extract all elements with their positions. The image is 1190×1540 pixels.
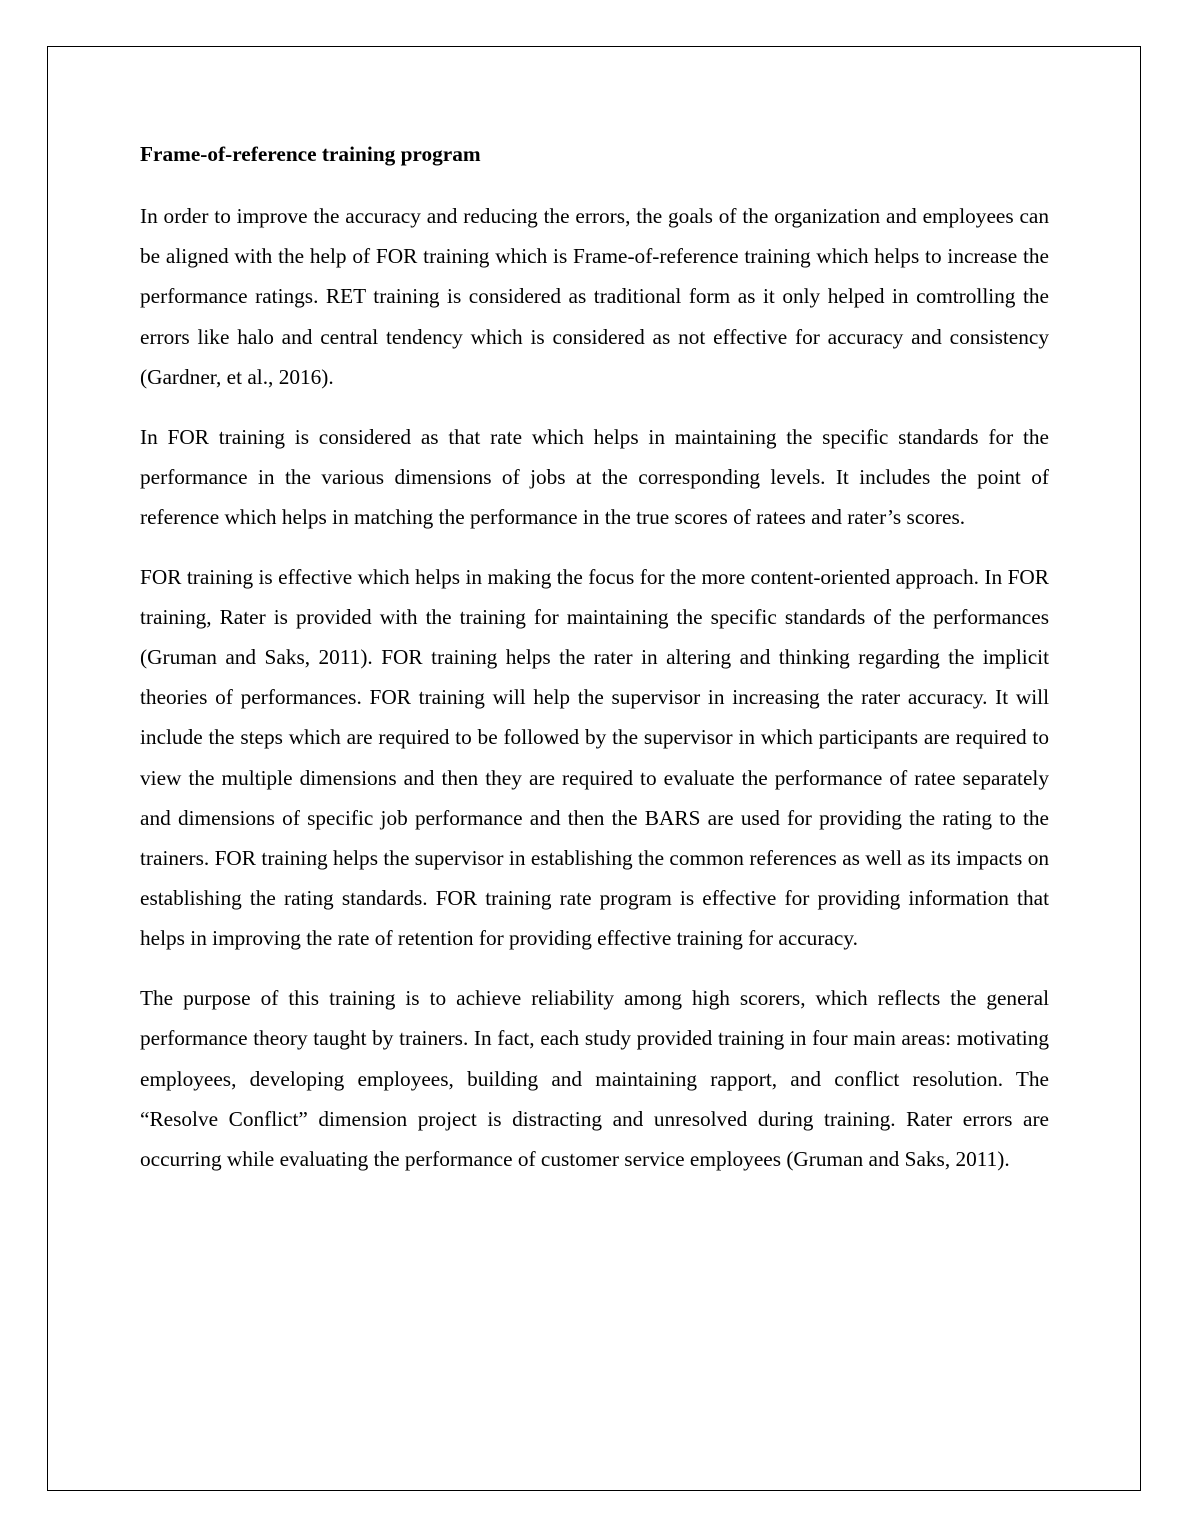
paragraph: FOR training is effective which helps in making the focus for the more content-oriented approach. In FOR training, Rater is provided with the training for maintaining the specific standards of the performances (Gruman and Saks, 2011). FOR training helps the rater in altering and thinking regarding the implicit theories of performances. FOR training will help the supervisor in increasing the rater accuracy. It will include the steps which are required to be followed by the supervisor in which participants are required to view the multiple dimensions and then they are required to evaluate the performance of ratee separately and dimensions of specific job performance and then the BARS are used for providing the rating to the trainers. FOR training helps the supervisor in establishing the common references as well as its impacts on establishing the rating standards. FOR training rate program is effective for providing information that helps in improving the rate of retention for providing effective training for accuracy. xyxy=(140,564,1049,951)
document-body xyxy=(140,136,1049,1199)
paragraph: The purpose of this training is to achieve reliability among high scorers, which reflects the general performance theory taught by trainers. In fact, each study provided training in four main areas: motivating employees, developing employees, building and maintaining rapport, and conflict resolution. The “Resolve Conflict” dimension project is distracting and unresolved during training. Rater errors are occurring while evaluating the performance of customer service employees (Gruman and Saks, 2011). xyxy=(140,986,1049,1171)
document-heading: Frame-of-reference training program xyxy=(140,142,481,166)
paragraph: In order to improve the accuracy and reducing the errors, the goals of the organization and employees can be aligned with the help of FOR training which is Frame-of-reference training which helps to increase the performance ratings. RET training is considered as traditional form as it only helped in comtrolling the errors like halo and central tendency which is considered as not effective for accuracy and consistency (Gardner, et al., 2016). xyxy=(140,204,1049,389)
paragraph: In FOR training is considered as that rate which helps in maintaining the specific standards for the performance in the various dimensions of jobs at the corresponding levels. It includes the point of reference which helps in matching the performance in the true scores of ratees and rater’s scores. xyxy=(140,424,1049,529)
